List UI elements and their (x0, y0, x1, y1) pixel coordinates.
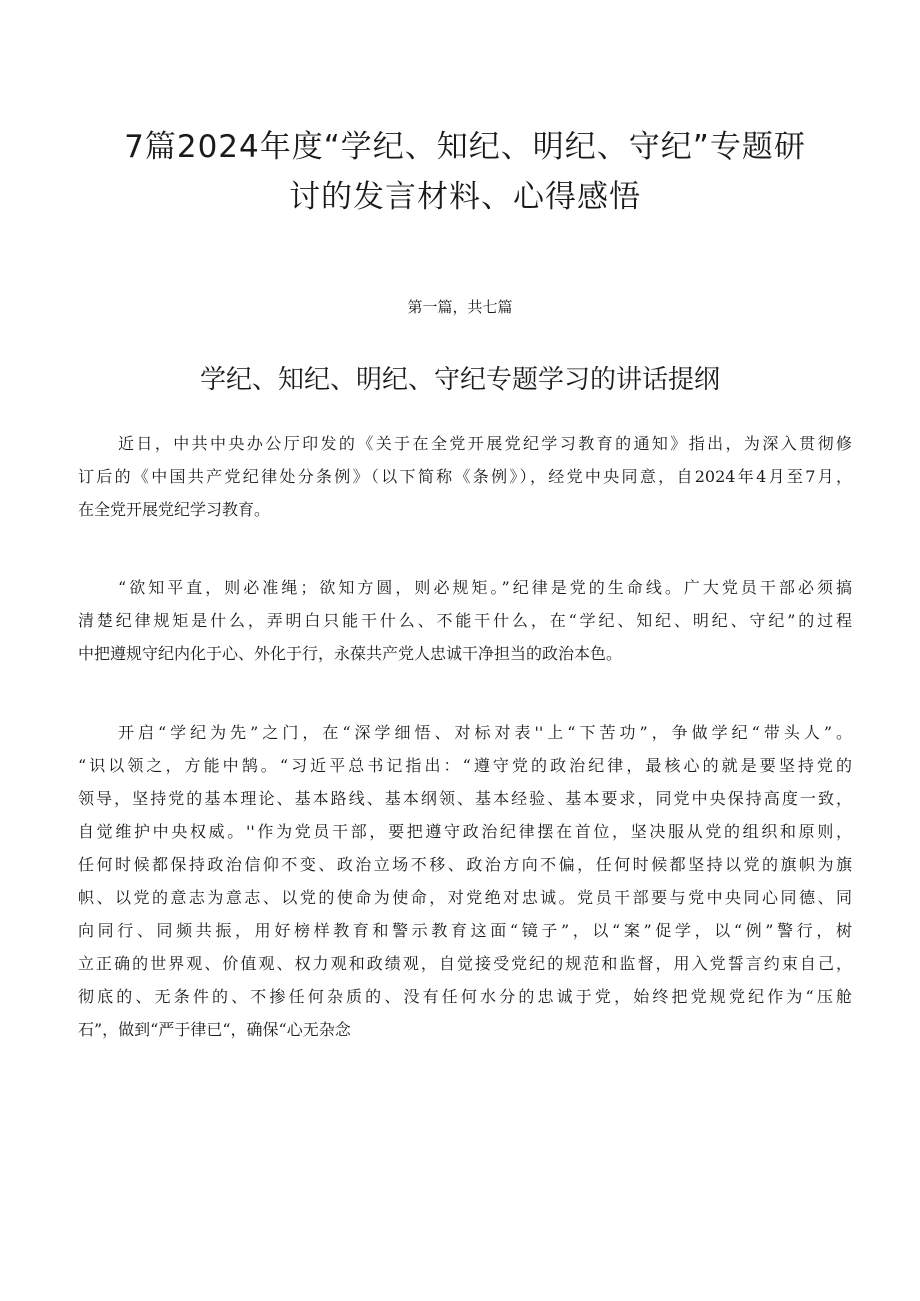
body-paragraph (78, 571, 852, 670)
paragraph-line: 领导，坚持党的基本理论、基本路线、基本纲领、基本经验、基本要求，同党中央保持高度一致， (78, 789, 852, 808)
body-paragraph (78, 427, 852, 526)
paragraph-line: 立正确的世界观、价值观、权力观和政绩观，自觉接受党纪的规范和监督，用入党誓言约束自己， (78, 954, 852, 973)
paragraph-line: “欲知平直，则必准绳；欲知方圆，则必规矩。”纪律是党的生命线。广大党员干部必须搞 (118, 578, 852, 597)
paragraph-line: 自觉维护中央权威。''作为党员干部，要把遵守政治纪律摆在首位，坚决服从党的组织和原则， (78, 822, 852, 841)
document-title-line: 7篇2024年度“学纪、知纪、明纪、守纪”专题研 (124, 129, 806, 165)
paragraph-line: 中把遵规守纪内化于心、外化于行，永葆共产党人忠诚干净担当的政治本色。 (78, 644, 623, 663)
paragraph-line: 石”，做到“严于律已“，确保“心无杂念 (78, 1020, 351, 1039)
paragraph-line: 近日，中共中央办公厅印发的《关于在全党开展党纪学习教育的通知》指出，为深入贯彻修 (118, 434, 852, 453)
paragraph-line: 彻底的、无条件的、不掺任何杂质的、没有任何水分的忠诚于党，始终把党规党纪作为“压舱 (78, 987, 852, 1006)
part-label: 第一篇，共七篇 (407, 298, 513, 316)
document-title-line: 讨的发言材料、心得感悟 (289, 179, 641, 215)
paragraph-line: “识以领之，方能中鹄。“习近平总书记指出：“遵守党的政治纪律，最核心的就是要坚持党的 (78, 756, 852, 775)
paragraph-line: 在全党开展党纪学习教育。 (78, 500, 271, 519)
document-title (80, 122, 850, 222)
body-paragraph (78, 716, 852, 1046)
paragraph-line: 帜、以党的意志为意志、以党的使命为使命，对党绝对忠诚。党员干部要与党中央同心同德、同 (78, 888, 852, 907)
paragraph-line: 任何时候都保持政治信仰不变、政治立场不移、政治方向不偏，任何时候都坚持以党的旗帜为旗 (78, 855, 852, 874)
section-heading: 学纪、知纪、明纪、守纪专题学习的讲话提纲 (199, 365, 720, 395)
paragraph-line: 订后的《中国共产党纪律处分条例》（以下简称《条例》），经党中央同意，自2024年4月至7月， (78, 467, 852, 486)
paragraph-line: 向同行、同频共振，用好榜样教育和警示教育这面“镜子”，以“案”促学，以“例”警行，树 (78, 921, 852, 940)
paragraph-line: 清楚纪律规矩是什么，弄明白只能干什么、不能干什么，在“学纪、知纪、明纪、守纪”的过程 (78, 611, 852, 630)
paragraph-line: 开启“学纪为先”之门，在“深学细悟、对标对表''上“下苦功”，争做学纪“带头人”。 (118, 723, 852, 742)
